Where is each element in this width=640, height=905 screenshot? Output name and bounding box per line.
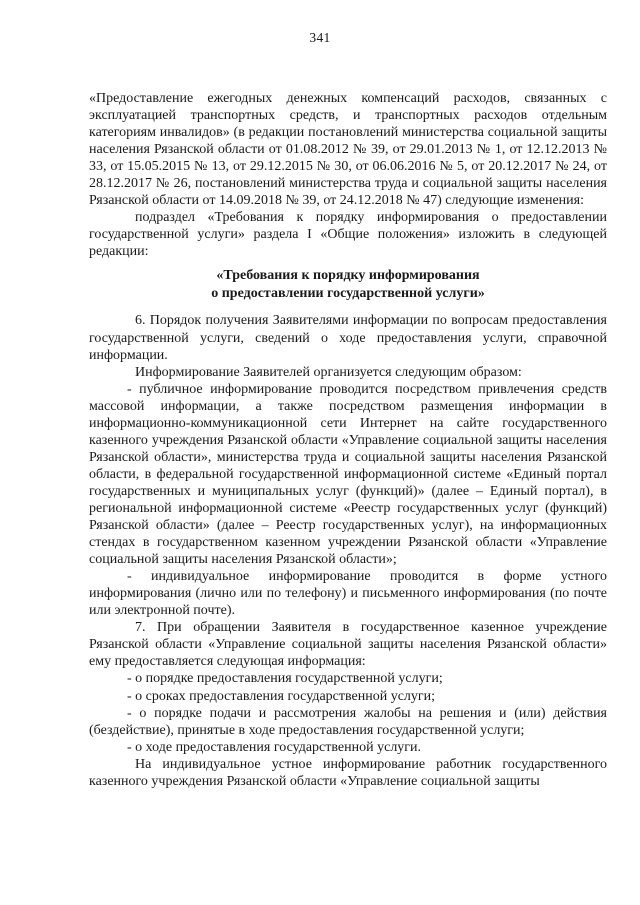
info-list-item: - о ходе предоставления государственной услуги. [127,739,422,755]
info-list-item: - о сроках предоставления государственной услуги; [127,688,436,704]
page-number: 341 [309,30,331,45]
section-heading-line-1: «Требования к порядку информирования [216,268,480,284]
informing-intro: Информирование Заявителей организуется следующим образом: [135,364,522,380]
intro-paragraph: «Предоставление ежегодных денежных компенсаций расходов, связанных с эксплуатацией транспортных средств, и транспортных расходов отдельным категориям инвалидов» (в редакции постановлений министерства социальной защиты населения Рязанской области от 01.08.2012 № 39, от 29.01.2013 № 1, от 12.12.2013 № 33, от 15.05.2015 № 13, от 29.12.2015 № 30, от 06.06.2016 № 5, от 20.12.2017 № 24, от 28.12.2017 № 26, постановлений министерства труда и социальной защиты населения Рязанской области от 14.09.2018 № 39, от 24.12.2018 № 47) следующие изменения: [89,91,607,209]
individual-informing-item: - индивидуальное информирование проводится в форме устного информирования (лично или по телефону) и письменного информирования (по почте или электронной почте). [89,569,607,619]
section-heading [89,267,607,303]
subsection-paragraph: подраздел «Требования к порядку информирования о предоставлении государственной услуги» раздела I «Общие положения» изложить в следующей редакции: [89,210,607,260]
final-paragraph: На индивидуальное устное информирование работник государственного казенного учреждения Рязанской области «Управление социальной защиты [89,756,607,789]
document-body [89,90,607,790]
info-list-item: - о порядке предоставления государственной услуги; [127,671,443,687]
section-heading-line-2: о предоставлении государственной услуги» [211,286,485,302]
paragraph-6: 6. Порядок получения Заявителями информации по вопросам предоставления государственной услуги, сведений о ходе предоставления услуги, справочной информации. [89,313,607,363]
public-informing-item: - публичное информирование проводится посредством привлечения средств массовой информации, а также посредством размещения информации в информационно-коммуникационной сети Интернет на сайте государственного казенного учреждения Рязанской области «Управление социальной защиты населения Рязанской области», министерства труда и социальной защиты населения Рязанской области, в федеральной государственной информационной системе «Единый портал государственных и муниципальных услуг (функций)» (далее – Единый портал), в региональной информационной системе «Реестр государственных услуг (функций) Рязанской области» (далее – Реестр государственных услуг), на информационных стендах в государственном казенном учреждении Рязанской области «Управление социальной защиты населения Рязанской области»; [89,381,607,568]
paragraph-7: 7. При обращении Заявителя в государственное казенное учреждение Рязанской области «Управление социальной защиты населения Рязанской области» ему предоставляется следующая информация: [89,620,607,670]
info-list-item: - о порядке подачи и рассмотрения жалобы на решения и (или) действия (бездействие), принятые в ходе предоставления государственной услуги; [89,705,607,738]
